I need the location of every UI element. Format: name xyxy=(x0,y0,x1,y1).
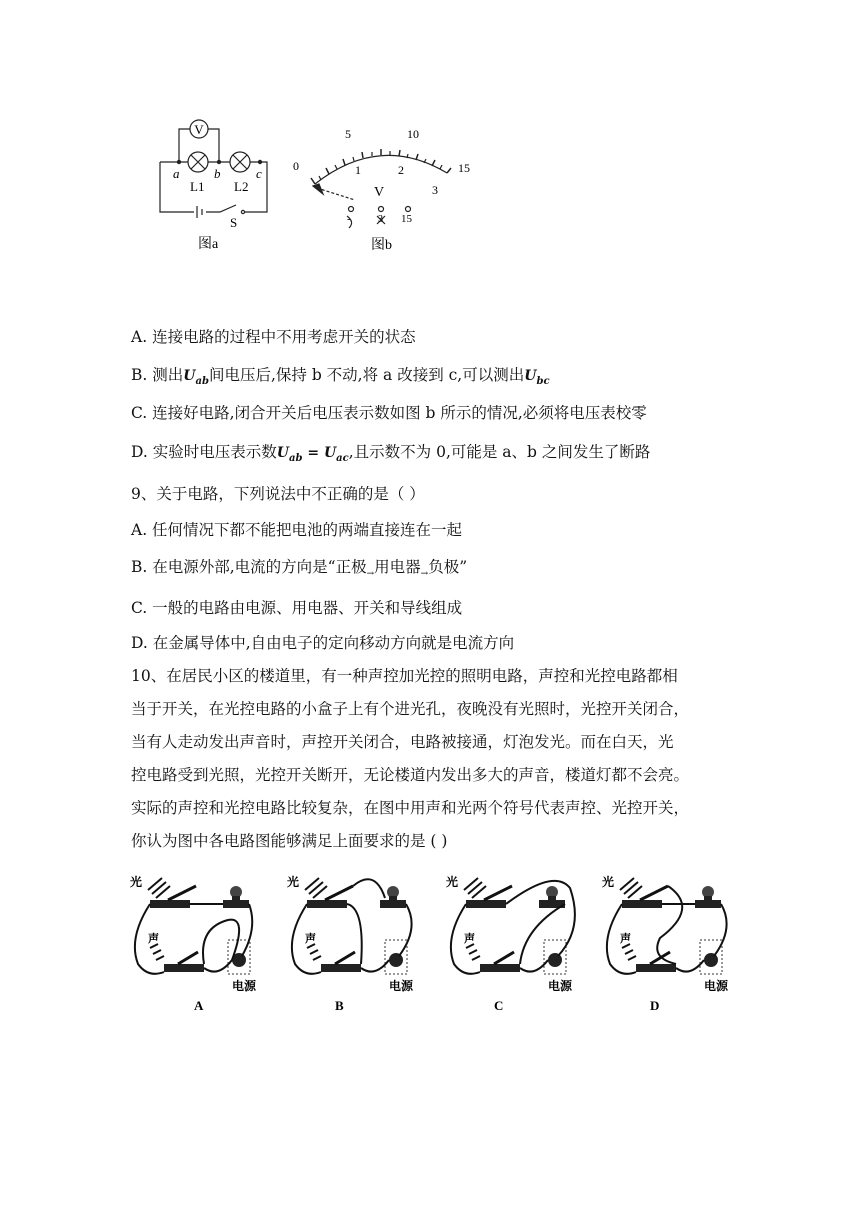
arrow-icon: → xyxy=(366,569,375,579)
sound-label-a: 声 xyxy=(148,933,159,945)
sound-label-d: 声 xyxy=(620,933,631,945)
option-label-b: B xyxy=(335,998,344,1013)
sound-label-b: 声 xyxy=(305,933,316,945)
circuit-a xyxy=(130,874,257,1013)
q9-stem: 9、关于电路，下列说法中不正确的是（ ） xyxy=(131,485,425,503)
terminal-15: 15 xyxy=(401,213,412,225)
q9-option-b: B. 在电源外部,电流的方向是“正极$_\to$用电器$_\to$负极” xyxy=(131,558,468,579)
circuit-b xyxy=(287,874,414,1013)
figure-a-caption: 图a xyxy=(198,237,219,252)
scale-2: 2 xyxy=(398,163,404,177)
option-label-a: A xyxy=(194,998,204,1013)
scale-5: 5 xyxy=(345,127,351,141)
q9-option-c: C. 一般的电路由电源、用电器、开关和导线组成 xyxy=(131,599,463,617)
circuit-d xyxy=(602,874,729,1013)
light-label-d: 光 xyxy=(602,875,615,889)
q10-circuit-diagrams xyxy=(128,868,738,1018)
q8-option-c: C. 连接好电路,闭合开关后电压表示数如图 b 所示的情况,必须将电压表校零 xyxy=(131,404,647,422)
q8-option-a: A. 连接电路的过程中不用考虑开关的状态 xyxy=(131,328,416,346)
scale-15: 15 xyxy=(458,161,470,175)
figure-b-voltmeter-dial xyxy=(285,118,485,258)
q8-option-b: B. 测出$U_{ab}$间电压后,保持 b 不动,将 a 改接到 c,可以测出$U_{bc}$ xyxy=(131,366,550,387)
switch-label: S xyxy=(230,215,238,230)
dial-unit: V xyxy=(374,185,385,200)
scale-1: 1 xyxy=(355,163,361,177)
option-label-c: C xyxy=(494,998,504,1013)
voltmeter-label: V xyxy=(194,122,204,137)
light-label-a: 光 xyxy=(130,875,143,889)
q9-option-d: D. 在金属导体中,自由电子的定向移动方向就是电流方向 xyxy=(131,634,515,652)
point-c: c xyxy=(256,166,262,181)
lamp-l2-label: L2 xyxy=(234,179,249,194)
sound-label-c: 声 xyxy=(464,933,475,945)
arrow-icon: → xyxy=(420,569,429,579)
point-a: a xyxy=(173,166,180,181)
power-label-a: 电源 xyxy=(232,979,257,993)
terminal-minus: - xyxy=(347,214,351,225)
q9-option-a: A. 任何情况下都不能把电池的两端直接连在一起 xyxy=(131,521,463,539)
light-label-b: 光 xyxy=(287,875,300,889)
circuit-c xyxy=(446,874,575,1013)
lamp-l1-label: L1 xyxy=(190,179,205,194)
figure-a-circuit xyxy=(150,112,280,257)
power-label-b: 电源 xyxy=(389,979,414,993)
light-label-c: 光 xyxy=(446,875,459,889)
option-label-d: D xyxy=(650,998,660,1013)
point-b: b xyxy=(214,166,221,181)
scale-3: 3 xyxy=(432,183,438,197)
q8-option-d: D. 实验时电压表示数$U_{ab} = U_{ac}$,且示数不为 0,可能是 a、b 之间发生了断路 xyxy=(131,443,651,464)
scale-0: 0 xyxy=(293,159,299,173)
power-label-c: 电源 xyxy=(548,979,573,993)
power-label-d: 电源 xyxy=(704,979,729,993)
q10-stem: 10、在居民小区的楼道里，有一种声控加光控的照明电路，声控和光控电路都相 当于开关，在光控电路的小盒子上有个进光孔，夜晚没有光照时，光控开关闭合， 当有人走动发出声音时，声控开关闭合，电路被接通，灯泡发光。而在白天，光 控电路受到光照，光控开关断开，无论楼道内发出多大的声音，楼道灯都不会亮。 实际的声控和光控电路比较复杂，在图中用声和光两个符号代表声控、光控开关， 你认为图中各电路图能够满足上面要求的是 ( ) xyxy=(131,667,690,850)
figure-b-caption: 图b xyxy=(371,238,392,253)
terminal-3: 3 xyxy=(378,214,383,225)
scale-10: 10 xyxy=(407,127,419,141)
